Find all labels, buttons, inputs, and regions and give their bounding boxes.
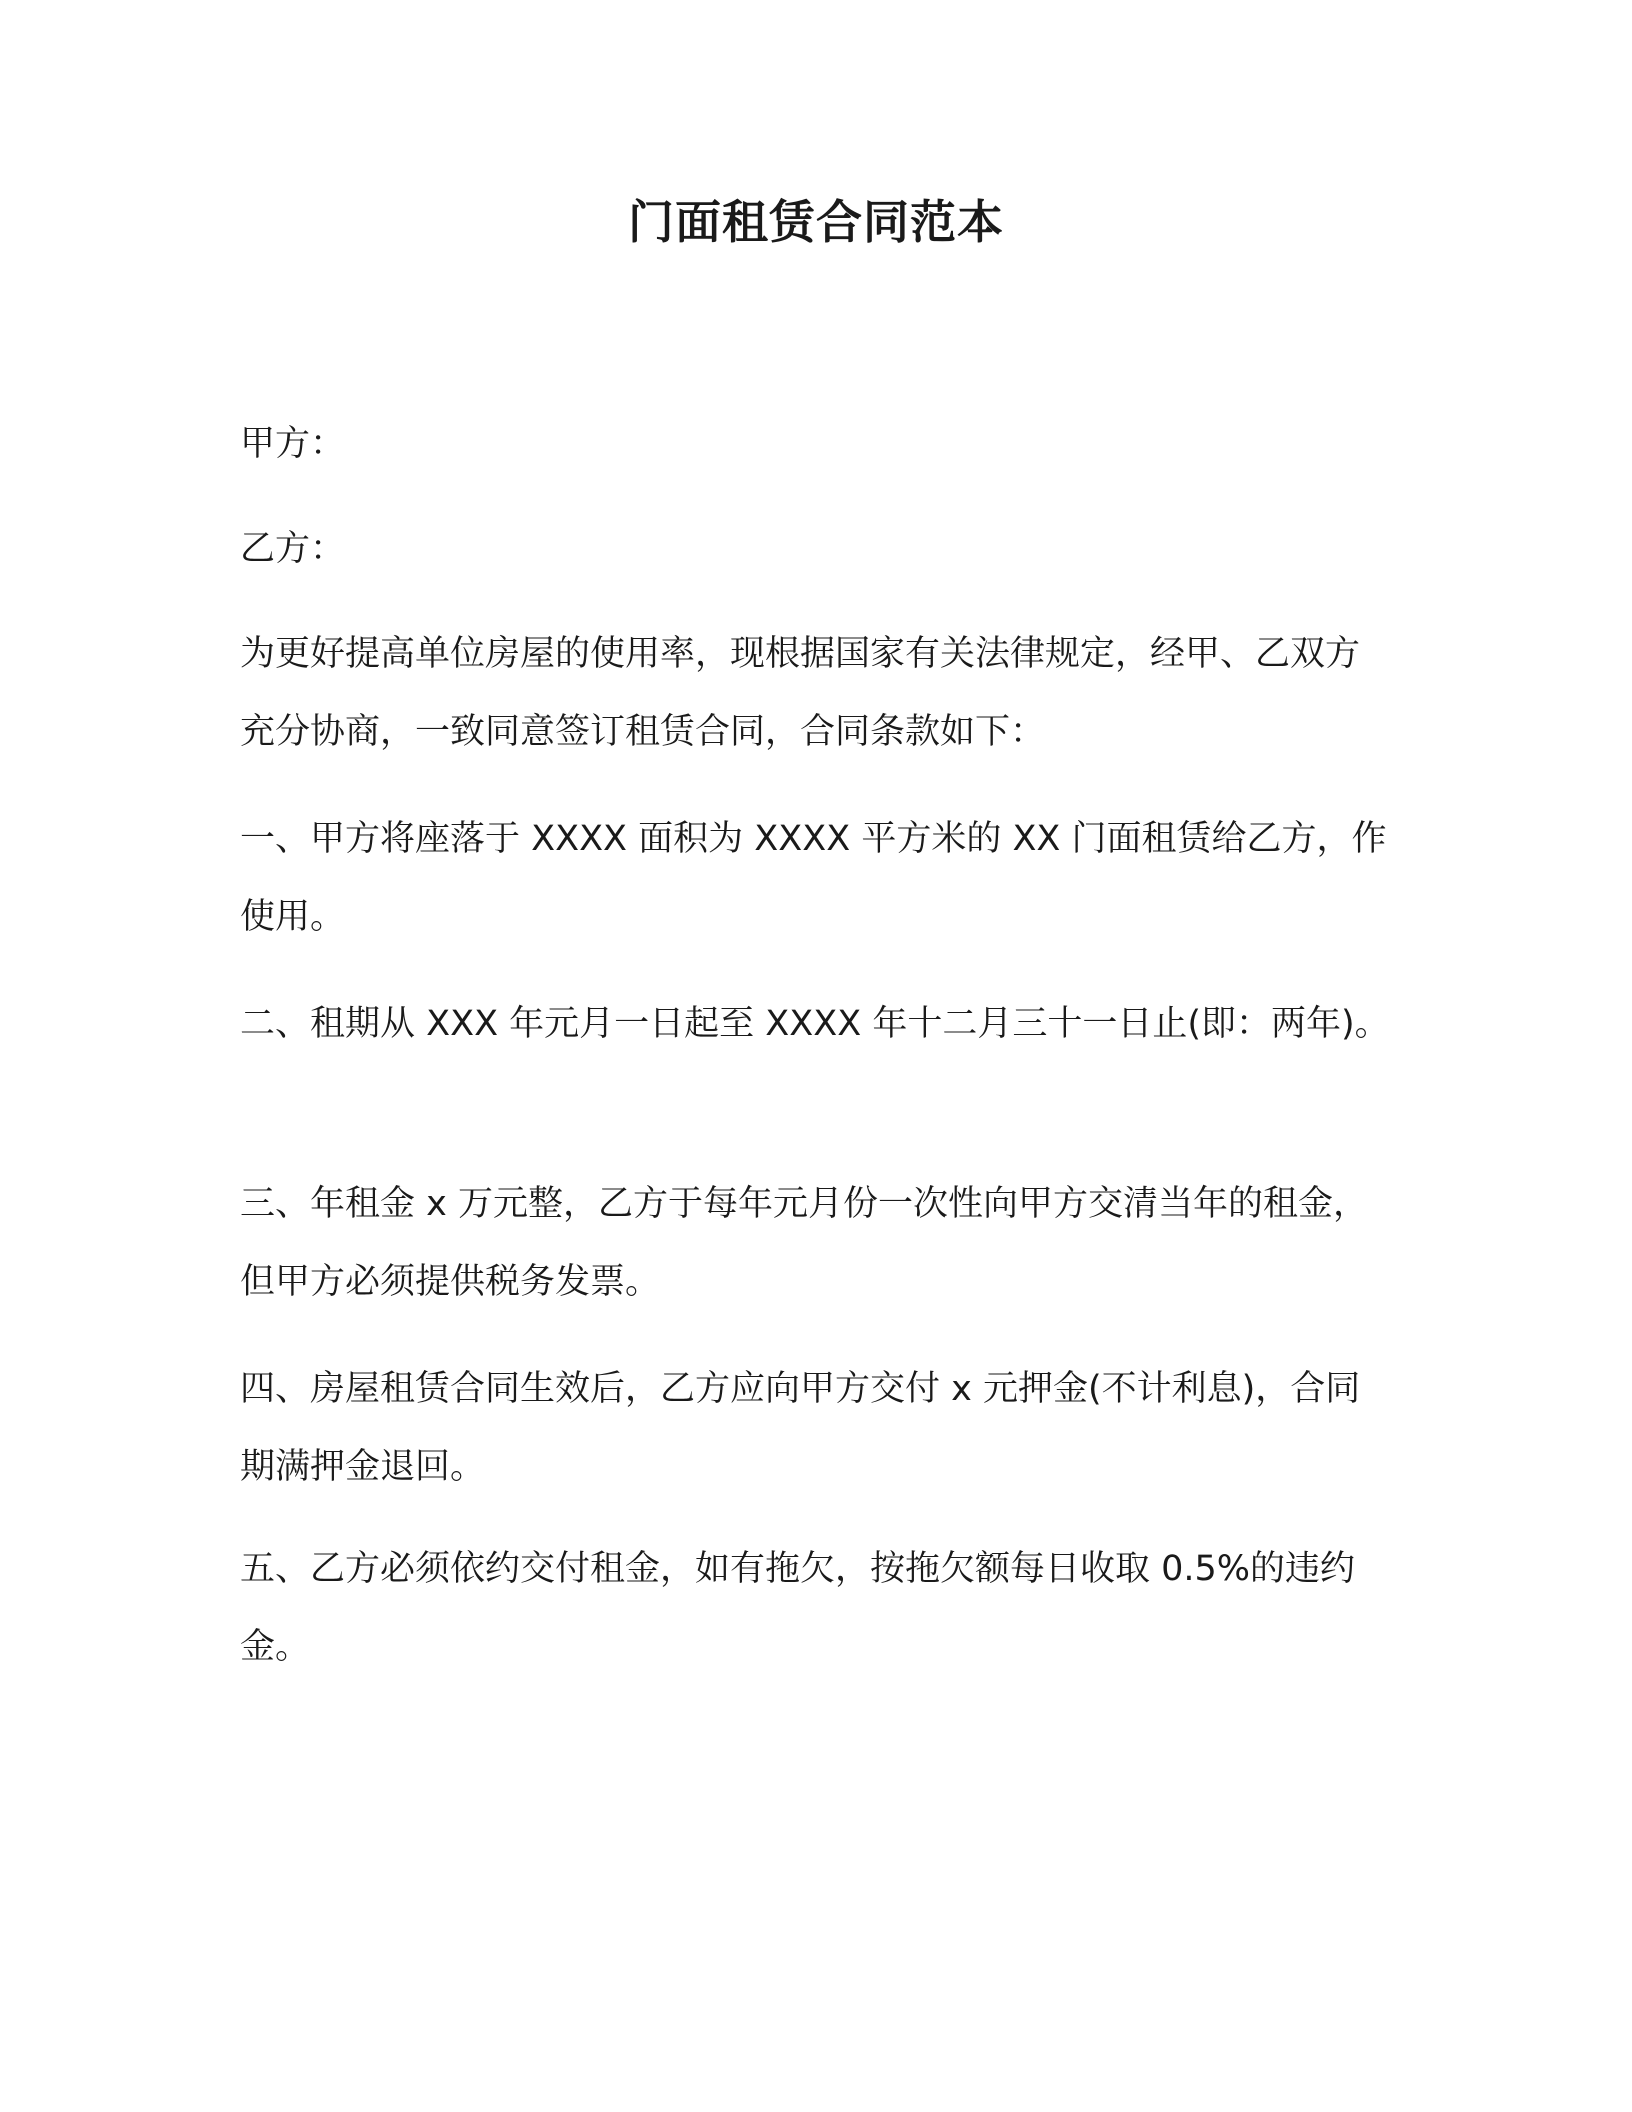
clause-2: 二、租期从 XXX 年元月一日起至 XXXX 年十二月三十一日止(即：两年)。 — [240, 1004, 1390, 1044]
party-a-label: 甲方： — [240, 424, 346, 464]
clause-3: 三、年租金 x 万元整，乙方于每年元月份一次性向甲方交清当年的租金，但甲方必须提供税务发票。 — [240, 1184, 1368, 1302]
clause-5: 五、乙方必须依约交付租金，如有拖欠，按拖欠额每日收取 0.5%的违约金。 — [240, 1549, 1356, 1667]
party-b-label: 乙方： — [240, 529, 346, 569]
clause-4: 四、房屋租赁合同生效后，乙方应向甲方交付 x 元押金(不计利息)，合同期满押金退回。 — [240, 1369, 1361, 1487]
intro-paragraph: 为更好提高单位房屋的使用率，现根据国家有关法律规定，经甲、乙双方充分协商，一致同意签订租赁合同，合同条款如下： — [240, 634, 1361, 752]
clause-1: 一、甲方将座落于 XXXX 面积为 XXXX 平方米的 XX 门面租赁给乙方，作使用。 — [240, 819, 1387, 937]
document-title: 门面租赁合同范本 — [628, 195, 1004, 249]
